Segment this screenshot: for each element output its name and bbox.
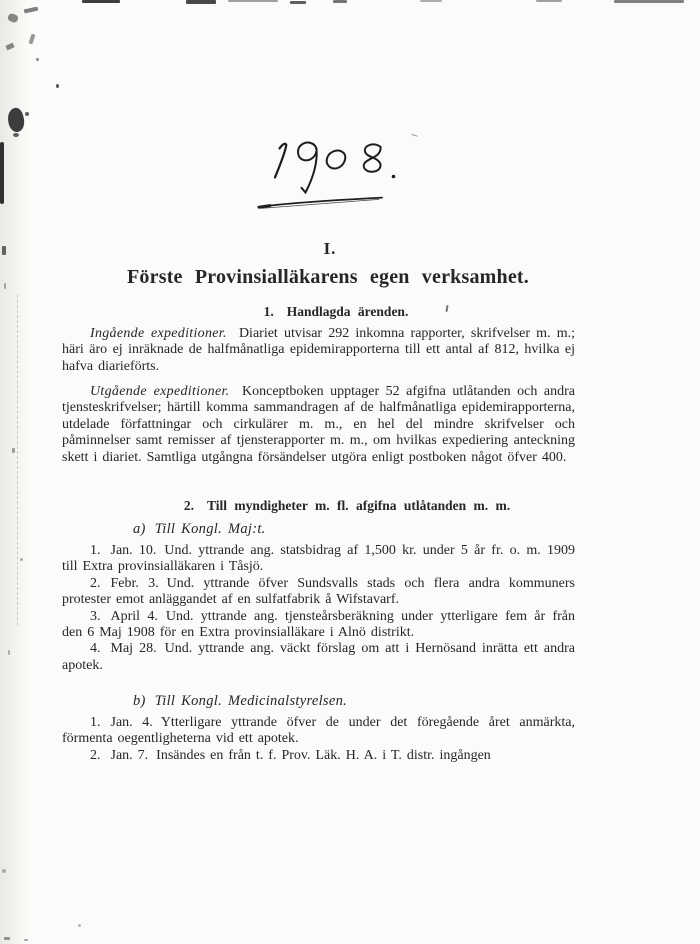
- scan-artifact: [186, 0, 216, 4]
- scan-artifact: [2, 246, 6, 255]
- item-text: Insändes en från t. f. Prov. Läk. H. A. i T. distr. ingången: [156, 747, 491, 763]
- subsection-b-heading: [133, 693, 347, 710]
- scan-artifact: [2, 869, 6, 873]
- item-number: 1.: [90, 715, 101, 730]
- item-text: Und. yttrande ang. tjensteårsberäkning under ytterligare fem år från den 6 Maj 1908 för en Extra provinsialläkare i Alnö distrikt.: [62, 608, 575, 641]
- subsection-a-title: Till Kongl. Maj:t.: [154, 521, 266, 537]
- item-date: Maj 28.: [110, 641, 157, 657]
- list-item: [62, 641, 575, 674]
- item-text: Und. yttrande ang. väckt förslag om att i Hernösand inrätta ett andra apotek.: [62, 641, 575, 673]
- scan-artifact: [25, 112, 29, 116]
- scan-artifact: [13, 133, 19, 137]
- subsection-a-heading: [133, 521, 266, 538]
- section1-heading-text: Handlagda ärenden.: [286, 304, 409, 319]
- section1-number: 1.: [263, 304, 274, 319]
- scan-artifact: [0, 142, 4, 204]
- section1-heading: [26, 304, 646, 320]
- list-item: [62, 609, 575, 642]
- handwriting-1908-drawing: [255, 127, 445, 219]
- item-date: April 4.: [110, 608, 158, 624]
- subsection-b-label: b): [133, 693, 146, 709]
- chapter-numeral: I.: [323, 239, 337, 258]
- scan-artifact: [8, 650, 10, 655]
- binding-edge-shade: [0, 0, 28, 944]
- item-date: Jan. 10.: [110, 543, 157, 558]
- scan-artifact: [614, 0, 684, 3]
- paper-fold-line: [17, 295, 18, 625]
- item-number: 4.: [90, 641, 101, 657]
- paragraph-lead: Ingående expeditioner.: [90, 326, 227, 341]
- scan-artifact: [24, 939, 28, 941]
- item-date: Jan. 7.: [110, 747, 149, 763]
- paragraph-ingaende: [62, 326, 575, 375]
- handwritten-year: [255, 127, 445, 219]
- item-date: Jan. 4.: [110, 715, 153, 730]
- scan-artifact: [36, 58, 39, 61]
- scan-artifact: [24, 7, 39, 14]
- item-number: 2.: [90, 575, 101, 591]
- paragraph-lead: Utgående expeditioner.: [90, 384, 230, 399]
- scan-artifact: [333, 0, 347, 3]
- scan-artifact: [228, 0, 278, 2]
- paragraph-text: Diariet utvisar 292 inkomna rapporter, skrifvelser m. m.; häri äro ej inräknade de halfmånatliga epidemirapporterna till ett antal af 812, hvilka ej hafva diarieförts.: [62, 326, 575, 374]
- scan-artifact: [20, 558, 23, 561]
- item-text: Und. yttrande öfver Sundsvalls stads och flera andra kommuners protester emot anläggandet af en sulfatfabrik å Wifstavarf.: [62, 575, 576, 608]
- subsection-b-title: Till Kongl. Medicinalstyrelsen.: [154, 693, 348, 709]
- scan-artifact: [12, 448, 15, 453]
- scan-artifact: [4, 937, 10, 940]
- scan-artifact: [7, 13, 19, 24]
- subsection-a-items: [62, 543, 575, 674]
- ink-splat: [5, 106, 26, 133]
- scan-artifact: [5, 43, 14, 51]
- paragraph-utgaende: [62, 384, 575, 466]
- item-number: 3.: [90, 608, 101, 624]
- section2-heading: [37, 498, 657, 514]
- item-text: Und. yttrande ang. statsbidrag af 1,500 kr. under 5 år fr. o. m. 1909 till Extra provinsialläkaren i Tåsjö.: [62, 543, 575, 575]
- scan-artifact: [82, 0, 120, 3]
- scan-artifact: [4, 283, 6, 289]
- item-date: Febr. 3.: [110, 575, 159, 591]
- scan-artifact: [536, 0, 562, 2]
- paragraph: [62, 326, 575, 375]
- item-number: 1.: [90, 543, 101, 558]
- page-title: Förste Provinsialläkarens egen verksamhet.: [127, 266, 529, 288]
- section2-heading-text: Till myndigheter m. fl. afgifna utlåtanden m. m.: [206, 498, 511, 513]
- scan-artifact: [29, 34, 36, 45]
- subsection-b-items: [62, 715, 575, 764]
- list-item: [62, 715, 575, 748]
- list-item: [62, 576, 575, 609]
- list-item: [62, 748, 575, 764]
- item-number: 2.: [90, 747, 101, 763]
- section2-number: 2.: [183, 498, 194, 513]
- paragraph-text: Konceptboken upptager 52 afgifna utlåtanden och andra tjensteskrifvelser; härtill komma sammandragen af de halfmånatliga epidemirapporterna, utdelade författningar och cirkulärer m. m., en hel del mindre skrifvelser och påminnelser samt remisser af tjensterapporter m. m., om hvilkas expediering anteckning skett i diariet. Samtliga utgångna försändelser utgöra enligt postboken något öfver 400.: [62, 384, 575, 465]
- paragraph: [62, 384, 575, 466]
- subsection-a-label: a): [133, 521, 146, 537]
- scan-artifact: [290, 1, 306, 4]
- scan-artifact: [56, 84, 59, 88]
- scan-artifact: [78, 924, 81, 927]
- list-item: [62, 543, 575, 576]
- scan-artifact: [420, 0, 442, 2]
- item-text: Ytterligare yttrande öfver de under det föregående året anmärkta, förmenta oegentligheterna vid ett apotek.: [62, 715, 575, 747]
